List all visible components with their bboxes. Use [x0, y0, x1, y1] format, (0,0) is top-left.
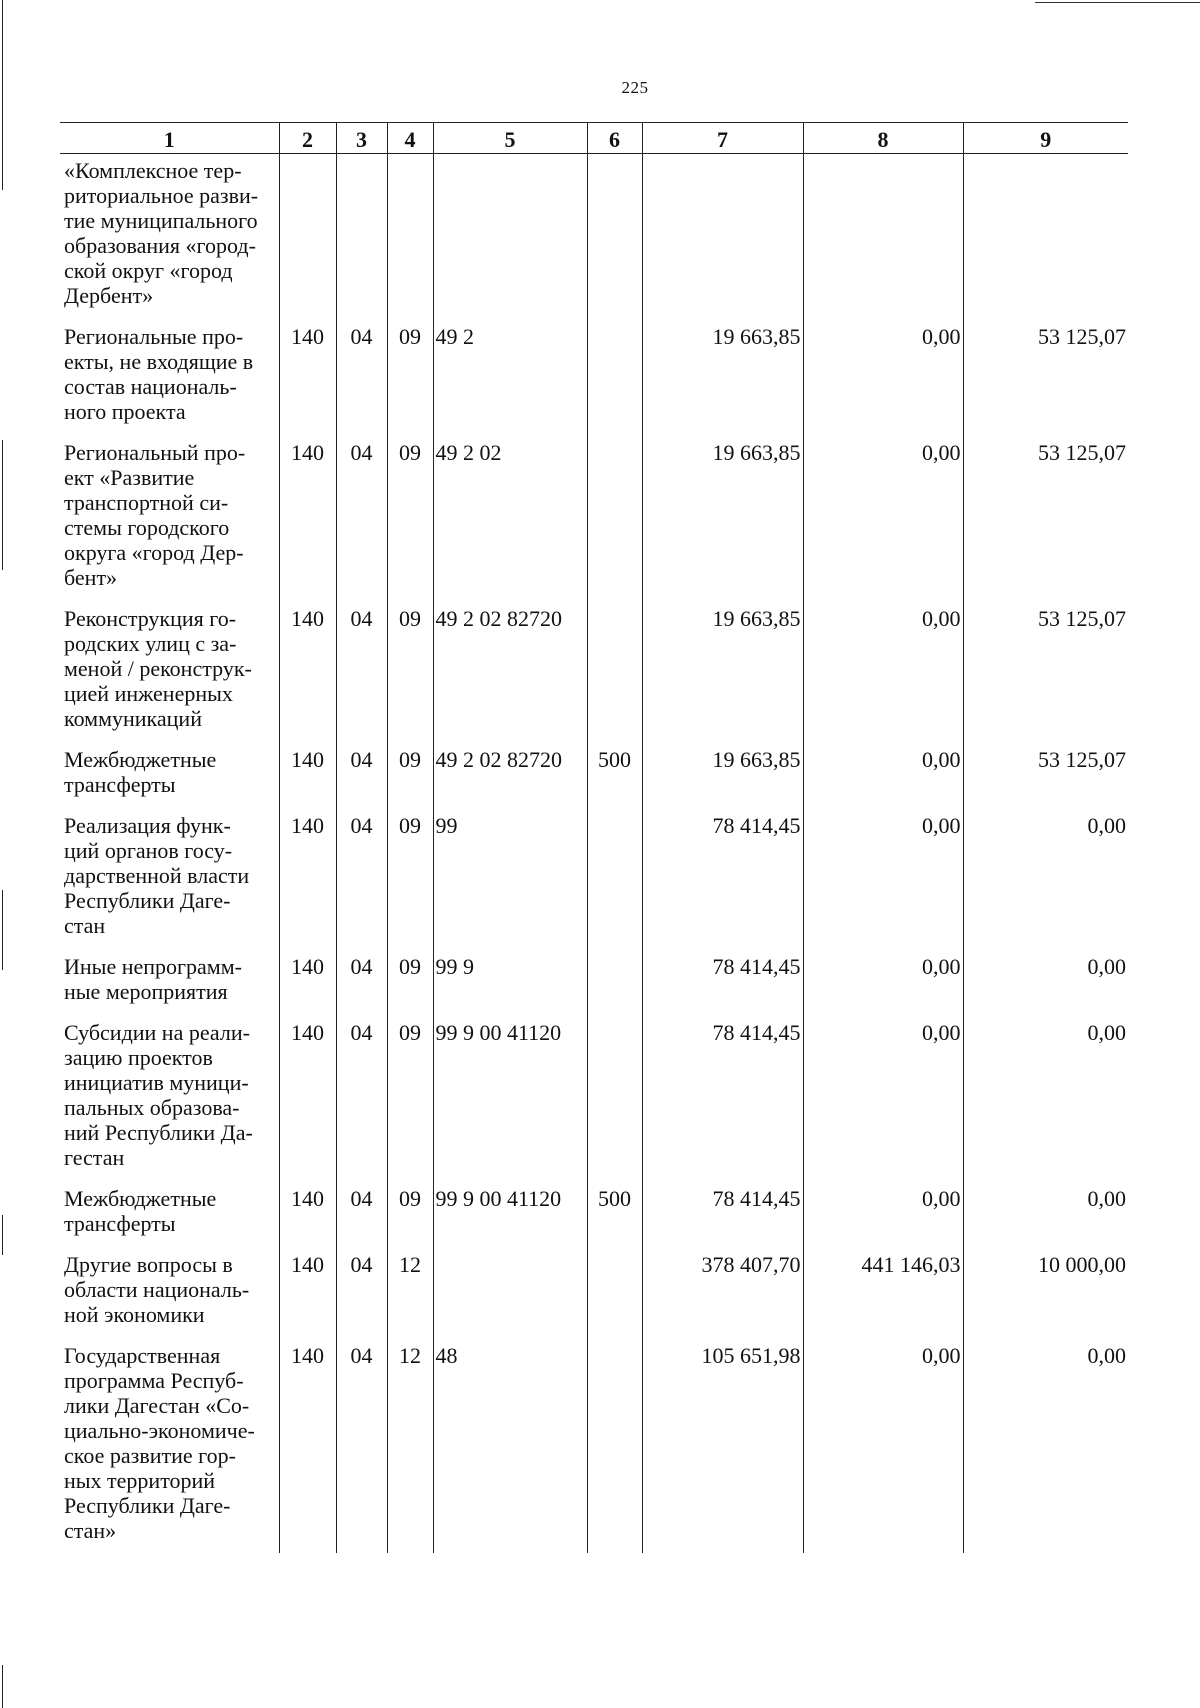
row-code-expense-type — [587, 948, 642, 1014]
table-row — [60, 741, 1128, 807]
row-name: Межбюджетные трансферты — [64, 747, 217, 797]
budget-table — [60, 122, 1128, 1553]
row-amount-col7: 78 414,45 — [642, 1014, 803, 1180]
row-code-expense-type — [587, 318, 642, 434]
row-code-expense-type — [587, 600, 642, 741]
row-code-target: 99 9 00 41120 — [433, 1014, 587, 1180]
row-code-section: 04 — [336, 434, 387, 600]
table-row — [60, 1246, 1128, 1337]
table-header-row — [60, 123, 1128, 154]
table-row — [60, 1337, 1128, 1553]
row-code-section — [336, 154, 387, 319]
row-code-subsection: 09 — [387, 1180, 433, 1246]
row-amount-col9: 0,00 — [963, 807, 1128, 948]
row-code-expense-type — [587, 1014, 642, 1180]
page-number: 225 — [621, 78, 649, 97]
row-amount-col7: 378 407,70 — [642, 1246, 803, 1337]
row-code-section: 04 — [336, 948, 387, 1014]
row-amount-col7: 19 663,85 — [642, 600, 803, 741]
row-code-target: 49 2 02 82720 — [433, 741, 587, 807]
table-row — [60, 1180, 1128, 1246]
row-name: «Комплексное тер- риториальное разви- тие муниципального образования «город- ской округ «город Дербент» — [64, 158, 259, 308]
row-code-ministry: 140 — [279, 434, 336, 600]
row-code-ministry: 140 — [279, 1246, 336, 1337]
row-amount-col8: 0,00 — [803, 318, 963, 434]
row-amount-col7: 19 663,85 — [642, 434, 803, 600]
scan-edge-line-left — [2, 1665, 3, 1708]
row-amount-col9: 0,00 — [963, 1337, 1128, 1553]
row-code-section: 04 — [336, 1180, 387, 1246]
row-amount-col9: 53 125,07 — [963, 434, 1128, 600]
row-name: Региональные про- екты, не входящие в состав националь- ного проекта — [64, 324, 254, 424]
row-code-target — [433, 1246, 587, 1337]
row-name: Субсидии на реали- зацию проектов инициатив муници- пальных образова- ний Республики Да- гестан — [64, 1020, 253, 1170]
row-code-expense-type — [587, 807, 642, 948]
row-amount-col7: 19 663,85 — [642, 741, 803, 807]
row-amount-col8: 0,00 — [803, 1014, 963, 1180]
row-code-target: 49 2 02 82720 — [433, 600, 587, 741]
row-amount-col7: 105 651,98 — [642, 1337, 803, 1553]
scan-edge-line-top — [1035, 2, 1200, 3]
table-row — [60, 807, 1128, 948]
row-amount-col7: 78 414,45 — [642, 948, 803, 1014]
row-code-target: 99 9 00 41120 — [433, 1180, 587, 1246]
column-header: 5 — [433, 123, 587, 154]
row-code-subsection: 09 — [387, 434, 433, 600]
scan-edge-line-left — [2, 1215, 3, 1255]
row-amount-col7 — [642, 154, 803, 319]
table-row — [60, 600, 1128, 741]
row-code-target: 99 9 — [433, 948, 587, 1014]
row-name: Другие вопросы в области националь- ной экономики — [64, 1252, 250, 1327]
row-code-section: 04 — [336, 318, 387, 434]
row-code-subsection: 12 — [387, 1246, 433, 1337]
row-code-expense-type — [587, 154, 642, 319]
row-code-ministry: 140 — [279, 1014, 336, 1180]
row-code-target: 48 — [433, 1337, 587, 1553]
row-code-subsection: 09 — [387, 807, 433, 948]
row-code-subsection: 09 — [387, 948, 433, 1014]
row-amount-col8: 0,00 — [803, 948, 963, 1014]
row-amount-col9: 53 125,07 — [963, 318, 1128, 434]
row-code-subsection: 12 — [387, 1337, 433, 1553]
row-code-section: 04 — [336, 1246, 387, 1337]
row-name: Реконструкция го- родских улиц с за- меной / реконструк- цией инженерных коммуникаций — [64, 606, 252, 731]
row-code-subsection: 09 — [387, 318, 433, 434]
column-header: 1 — [60, 123, 279, 154]
scan-edge-line-left — [2, 440, 3, 570]
row-code-ministry: 140 — [279, 1180, 336, 1246]
row-code-subsection — [387, 154, 433, 319]
table-body — [60, 154, 1128, 1554]
row-code-target: 49 2 02 — [433, 434, 587, 600]
row-amount-col8: 0,00 — [803, 807, 963, 948]
column-header: 3 — [336, 123, 387, 154]
row-name: Межбюджетные трансферты — [64, 1186, 217, 1236]
row-code-ministry: 140 — [279, 600, 336, 741]
row-code-section: 04 — [336, 600, 387, 741]
row-code-ministry: 140 — [279, 1337, 336, 1553]
row-amount-col9: 10 000,00 — [963, 1246, 1128, 1337]
column-header: 6 — [587, 123, 642, 154]
row-amount-col9: 0,00 — [963, 948, 1128, 1014]
row-code-expense-type — [587, 1337, 642, 1553]
column-header: 2 — [279, 123, 336, 154]
row-code-section: 04 — [336, 741, 387, 807]
row-amount-col9: 53 125,07 — [963, 741, 1128, 807]
column-header: 9 — [963, 123, 1128, 154]
table-row — [60, 318, 1128, 434]
row-amount-col9: 0,00 — [963, 1014, 1128, 1180]
row-amount-col9: 0,00 — [963, 1180, 1128, 1246]
row-name: Региональный про- ект «Развитие транспортной си- стемы городского округа «город Дер- бент» — [64, 440, 246, 590]
row-name: Реализация функ- ций органов госу- дарственной власти Республики Даге- стан — [64, 813, 250, 938]
table-row — [60, 434, 1128, 600]
row-code-ministry: 140 — [279, 807, 336, 948]
row-amount-col8: 0,00 — [803, 1180, 963, 1246]
row-amount-col8 — [803, 154, 963, 319]
row-code-ministry: 140 — [279, 948, 336, 1014]
row-code-section: 04 — [336, 1337, 387, 1553]
row-code-expense-type — [587, 434, 642, 600]
row-code-target: 99 — [433, 807, 587, 948]
row-name: Иные непрограмм- ные мероприятия — [64, 954, 242, 1004]
row-amount-col8: 0,00 — [803, 741, 963, 807]
row-amount-col7: 78 414,45 — [642, 1180, 803, 1246]
row-amount-col7: 19 663,85 — [642, 318, 803, 434]
row-code-subsection: 09 — [387, 1014, 433, 1180]
table-row — [60, 154, 1128, 319]
row-name: Государственная программа Респуб- лики Дагестан «Со- циально-экономиче- ское развитие гор- ных территорий Республики Даге- стан» — [64, 1343, 255, 1543]
row-code-subsection: 09 — [387, 741, 433, 807]
row-code-expense-type: 500 — [587, 1180, 642, 1246]
row-amount-col8: 0,00 — [803, 600, 963, 741]
row-code-expense-type: 500 — [587, 741, 642, 807]
row-code-expense-type — [587, 1246, 642, 1337]
row-code-target — [433, 154, 587, 319]
row-amount-col8: 0,00 — [803, 434, 963, 600]
table-row — [60, 1014, 1128, 1180]
row-amount-col8: 441 146,03 — [803, 1246, 963, 1337]
row-amount-col8: 0,00 — [803, 1337, 963, 1553]
row-code-target: 49 2 — [433, 318, 587, 434]
table-row — [60, 948, 1128, 1014]
column-header: 7 — [642, 123, 803, 154]
scan-edge-line-left — [2, 890, 3, 970]
row-code-subsection: 09 — [387, 600, 433, 741]
row-amount-col9 — [963, 154, 1128, 319]
row-amount-col7: 78 414,45 — [642, 807, 803, 948]
column-header: 8 — [803, 123, 963, 154]
row-code-ministry: 140 — [279, 741, 336, 807]
row-code-ministry: 140 — [279, 318, 336, 434]
row-amount-col9: 53 125,07 — [963, 600, 1128, 741]
row-code-section: 04 — [336, 807, 387, 948]
row-code-ministry — [279, 154, 336, 319]
row-code-section: 04 — [336, 1014, 387, 1180]
column-header: 4 — [387, 123, 433, 154]
